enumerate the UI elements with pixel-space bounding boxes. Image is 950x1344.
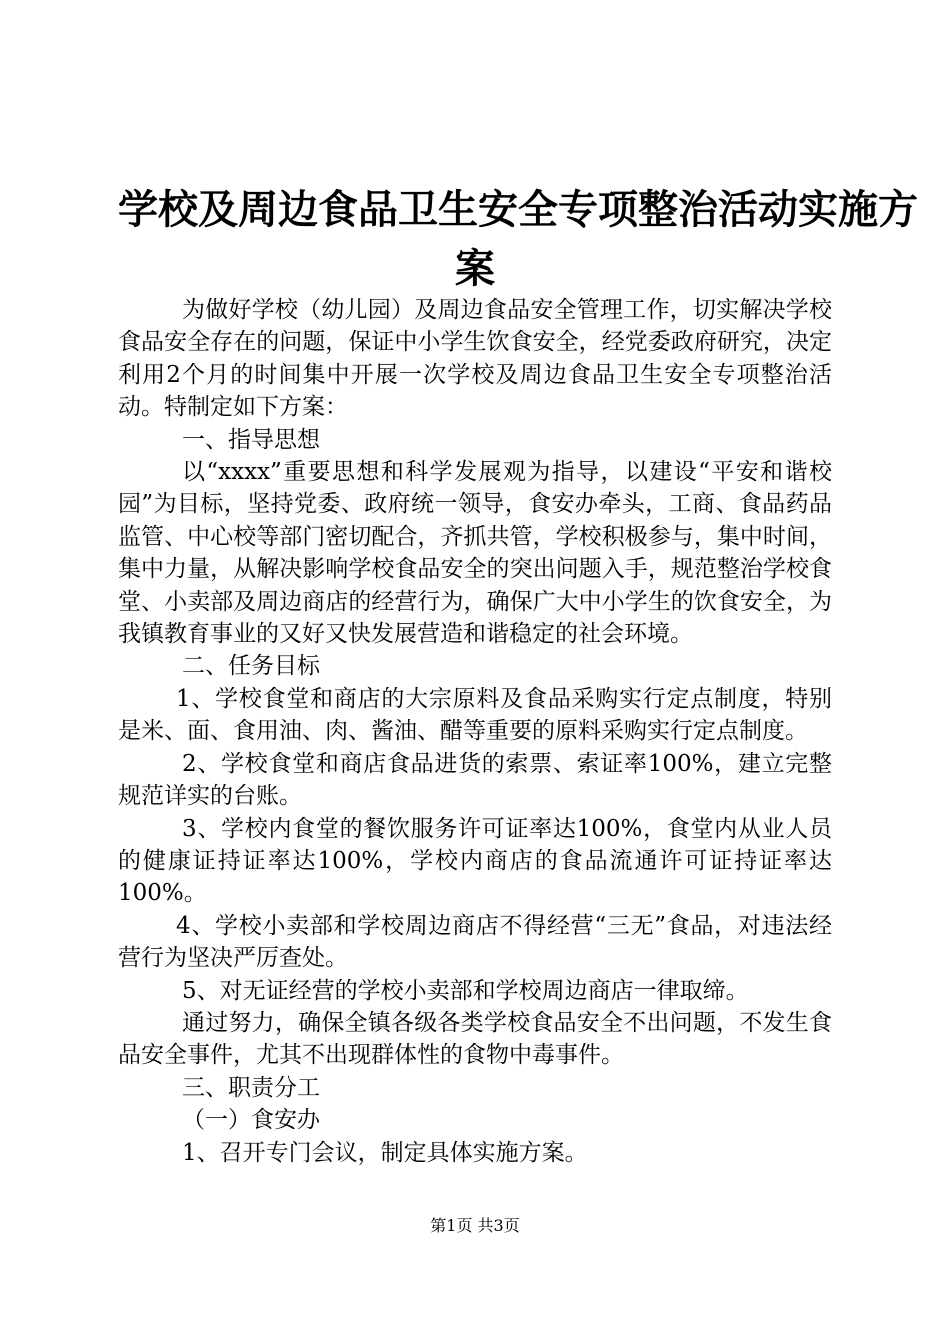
section-heading-responsibilities: 三、职责分工: [182, 1074, 320, 1101]
section-heading-task-goals: 二、任务目标: [182, 653, 320, 680]
task-goal-item-5: 5、对无证经营的学校小卖部和学校周边商店一律取缔。: [182, 977, 749, 1004]
page-footer: 第1页 共3页: [430, 1216, 520, 1235]
task-goal-item-2: 2、学校食堂和商店食品进货的索票、索证率100%，建立完整规范详实的台账。: [118, 750, 832, 810]
document-title-line-2: 案: [455, 245, 495, 292]
task-goal-summary: 通过努力，确保全镇各级各类学校食品安全不出问题，不发生食品安全事件，尤其不出现群体性的食物中毒事件。: [118, 1009, 832, 1069]
task-goal-item-4: 4、学校小卖部和学校周边商店不得经营“三无”食品，对违法经营行为坚决严厉查处。: [118, 912, 832, 972]
document-body: [118, 294, 832, 1169]
guiding-ideology-paragraph: 以“xxxx”重要思想和科学发展观为指导，以建设“平安和谐校园”为目标，坚持党委、政府统一领导，食安办牵头，工商、食品药品监管、中心校等部门密切配合，齐抓共管，学校积极参与，集中时间，集中力量，从解决影响学校食品安全的突出问题入手，规范整治学校食堂、小卖部及周边商店的经营行为，确保广大中小学生的饮食安全，为我镇教育事业的又好又快发展营造和谐稳定的社会环境。: [118, 459, 832, 648]
task-goal-item-3: 3、学校内食堂的餐饮服务许可证率达100%，食堂内从业人员的健康证持证率达100%，学校内商店的食品流通许可证持证率达100%。: [118, 815, 832, 907]
task-goal-item-1: 1、学校食堂和商店的大宗原料及食品采购实行定点制度，特别是米、面、食用油、肉、酱油、醋等重要的原料采购实行定点制度。: [118, 685, 832, 745]
document-title-line-1: 学校及周边食品卫生安全专项整治活动实施方: [118, 186, 918, 233]
subsection-heading-food-safety-office: （一）食安办: [182, 1107, 320, 1134]
responsibility-item-1: 1、召开专门会议，制定具体实施方案。: [182, 1139, 588, 1166]
intro-paragraph: 为做好学校（幼儿园）及周边食品安全管理工作，切实解决学校食品安全存在的问题，保证中小学生饮食安全，经党委政府研究，决定利用2个月的时间集中开展一次学校及周边食品卫生安全专项整治活动。特制定如下方案：: [118, 297, 832, 421]
section-heading-guiding-ideology: 一、指导思想: [182, 426, 320, 453]
